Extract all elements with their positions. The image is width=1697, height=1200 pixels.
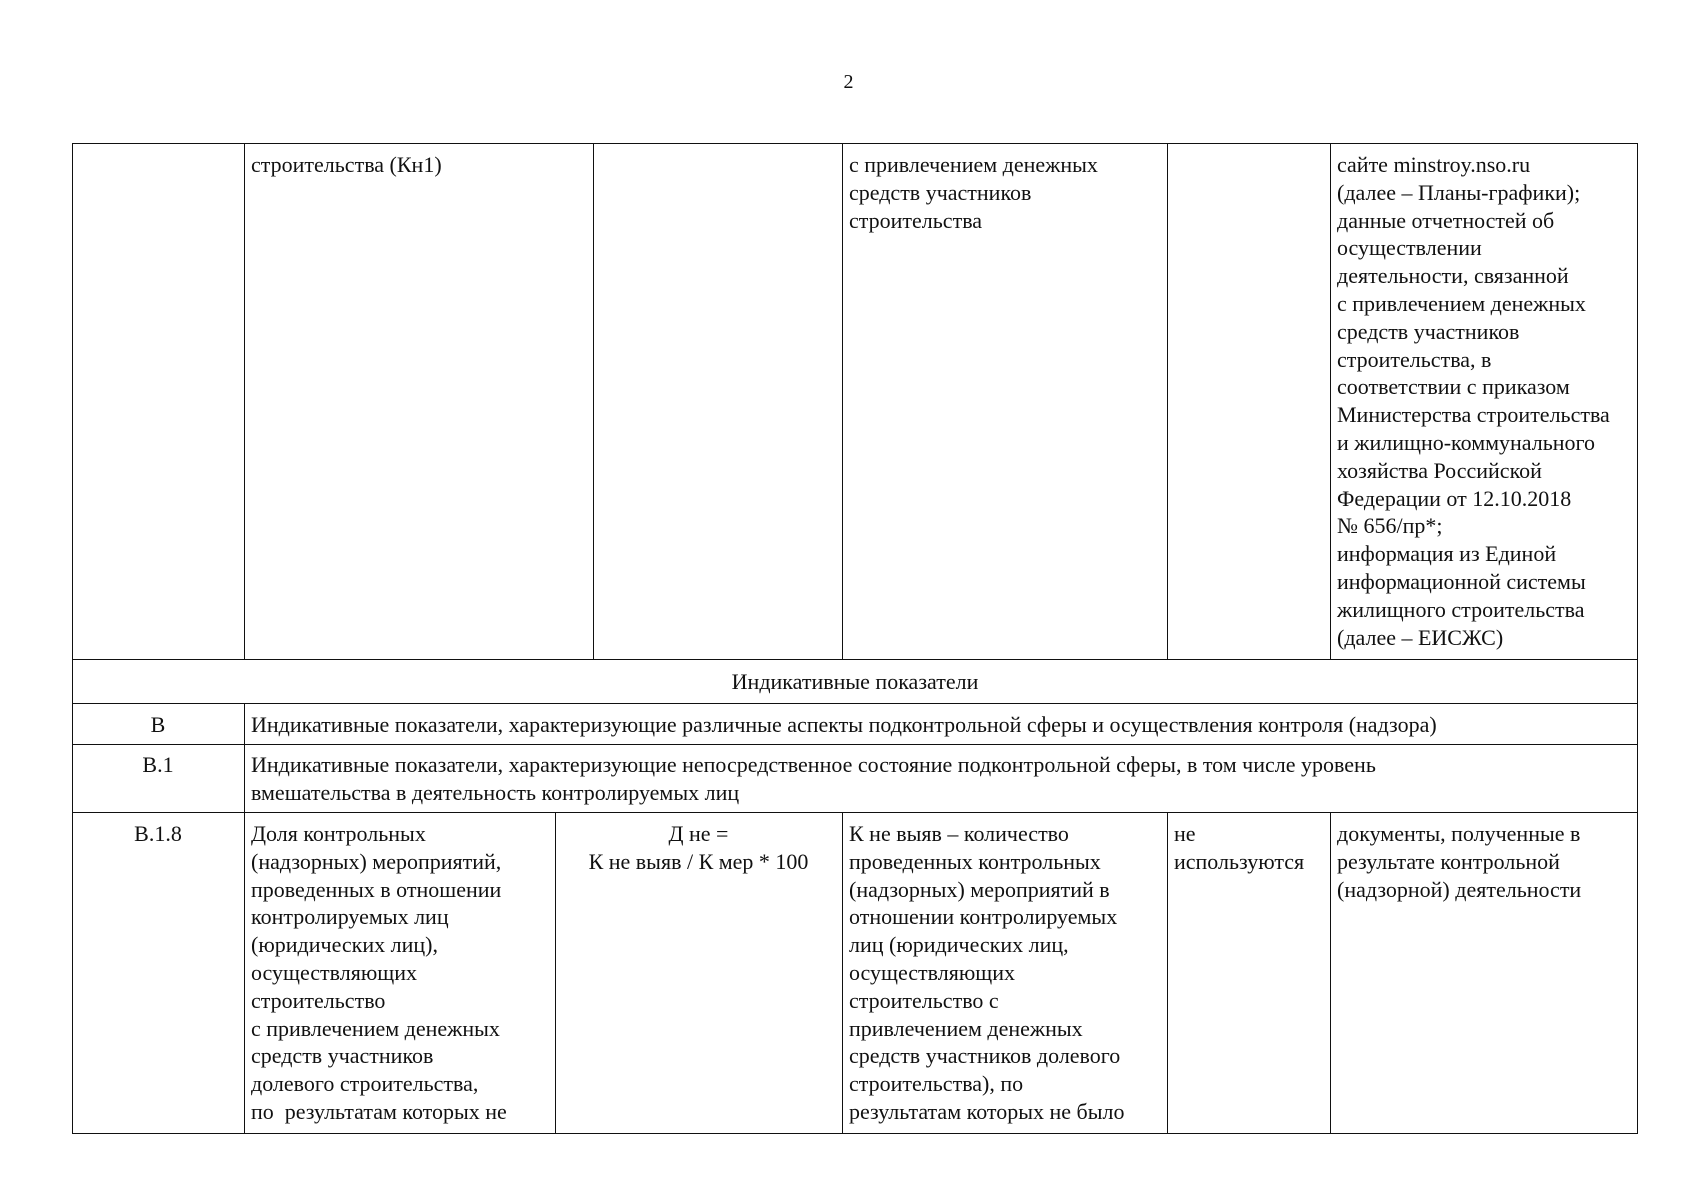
column-divider — [593, 143, 594, 659]
row-b18-target-values — [1174, 820, 1304, 876]
row-b-text — [251, 711, 1437, 739]
column-divider — [842, 812, 843, 1134]
formula-line: Д не = — [668, 821, 729, 846]
row-code: В — [150, 712, 166, 737]
row1-data-sources — [1337, 151, 1610, 651]
cell-line: отношении контролируемых — [849, 904, 1118, 930]
cell-line: средств участников долевого — [849, 1043, 1121, 1069]
cell-line: (надзорных) мероприятий, — [251, 848, 502, 874]
cell-line: Федерации от 12.10.2018 — [1337, 485, 1572, 511]
row1-indicator-name — [251, 151, 442, 179]
row-text: Индикативные показатели, характеризующие различные аспекты подконтрольной сферы и осуществления контроля (надзора) — [251, 712, 1437, 737]
cell-line: контролируемых лиц — [251, 904, 449, 930]
column-divider — [1167, 812, 1168, 1134]
cell-line: информация из Единой — [1337, 541, 1557, 567]
row-divider — [72, 744, 1638, 745]
cell-line: Индикативные показатели, характеризующие непосредственное состояние подконтрольной сферы, в том числе уровень — [251, 752, 1376, 777]
section-title: Индикативные показатели — [731, 669, 979, 694]
cell-line: не — [1174, 821, 1196, 846]
cell-line: средств участников — [849, 179, 1032, 205]
cell-line: соответствии с приказом — [1337, 374, 1570, 400]
row-b-code — [72, 711, 244, 739]
row-b1-text — [251, 751, 1376, 807]
cell-line: и жилищно-коммунального — [1337, 429, 1596, 455]
cell-line: по результатам которых не — [251, 1098, 507, 1124]
column-divider — [1330, 812, 1331, 1134]
cell-line: результате контрольной — [1337, 848, 1560, 874]
cell-line: строительство с — [849, 987, 999, 1013]
cell-line: проведенных контрольных — [849, 848, 1101, 874]
row-b18-formula — [555, 820, 842, 876]
cell-line: деятельности, связанной — [1337, 263, 1569, 289]
cell-line: средств участников — [251, 1043, 434, 1069]
cell-line: используются — [1174, 848, 1305, 874]
row-code: В.1 — [142, 752, 174, 777]
cell-line: информационной системы — [1337, 568, 1586, 594]
cell-line: (далее – Планы-графики); — [1337, 179, 1581, 205]
cell-line: средств участников — [1337, 318, 1520, 344]
row-divider — [72, 703, 1638, 704]
cell-line: долевого строительства, — [251, 1071, 479, 1097]
cell-line: осуществляющих — [251, 959, 417, 985]
row-b18-definition — [849, 820, 1125, 1126]
cell-line: (юридических лиц), — [251, 932, 438, 958]
row-code: В.1.8 — [134, 821, 182, 846]
column-divider — [244, 143, 245, 659]
cell-line: жилищного строительства — [1337, 596, 1585, 622]
cell-line: строительства, в — [1337, 346, 1492, 372]
cell-line: вмешательства в деятельность контролируемых лиц — [251, 779, 740, 805]
cell-line: документы, полученные в — [1337, 821, 1581, 846]
cell-line: осуществлении — [1337, 235, 1482, 261]
cell-line: Доля контрольных — [251, 821, 426, 846]
cell-line: осуществляющих — [849, 959, 1015, 985]
column-divider — [244, 812, 245, 1134]
cell-line: строительства — [849, 207, 983, 233]
cell-line: К не выяв – количество — [849, 821, 1069, 846]
page-number: 2 — [843, 71, 854, 93]
cell-line: с привлечением денежных — [1337, 290, 1586, 316]
cell-line: № 656/пр*; — [1337, 513, 1443, 539]
cell-line: с привлечением денежных — [251, 1015, 500, 1041]
cell-line: сайте minstroy.nso.ru — [1337, 152, 1531, 177]
cell-line: проведенных в отношении — [251, 876, 502, 902]
row-divider — [72, 659, 1638, 660]
column-divider — [1330, 143, 1331, 659]
cell-line: строительства), по — [849, 1071, 1024, 1097]
cell-line: хозяйства Российской — [1337, 457, 1542, 483]
cell-line: (надзорной) деятельности — [1337, 876, 1582, 902]
cell-line: лиц (юридических лиц, — [849, 932, 1069, 958]
cell-line: привлечением денежных — [849, 1015, 1083, 1041]
column-divider — [1167, 143, 1168, 659]
cell-line: строительства (Кн1) — [251, 152, 442, 177]
row-b18-indicator-name — [251, 820, 507, 1126]
column-divider — [842, 143, 843, 659]
section-header — [72, 668, 1638, 696]
cell-line: (надзорных) мероприятий в — [849, 876, 1110, 902]
cell-line: Министерства строительства — [1337, 402, 1610, 428]
cell-line: результатам которых не было — [849, 1098, 1125, 1124]
cell-line: строительство — [251, 987, 386, 1013]
formula-line: К не выяв / К мер * 100 — [588, 848, 809, 874]
cell-line: данные отчетностей об — [1337, 207, 1555, 233]
row-divider — [72, 812, 1638, 813]
row1-definition — [849, 151, 1098, 234]
cell-line: с привлечением денежных — [849, 152, 1098, 177]
row-b18-data-sources — [1337, 820, 1581, 903]
row-b18-code — [72, 820, 244, 848]
cell-line: (далее – ЕИСЖС) — [1337, 624, 1504, 650]
column-divider — [244, 703, 245, 812]
row-b1-code — [72, 751, 244, 779]
